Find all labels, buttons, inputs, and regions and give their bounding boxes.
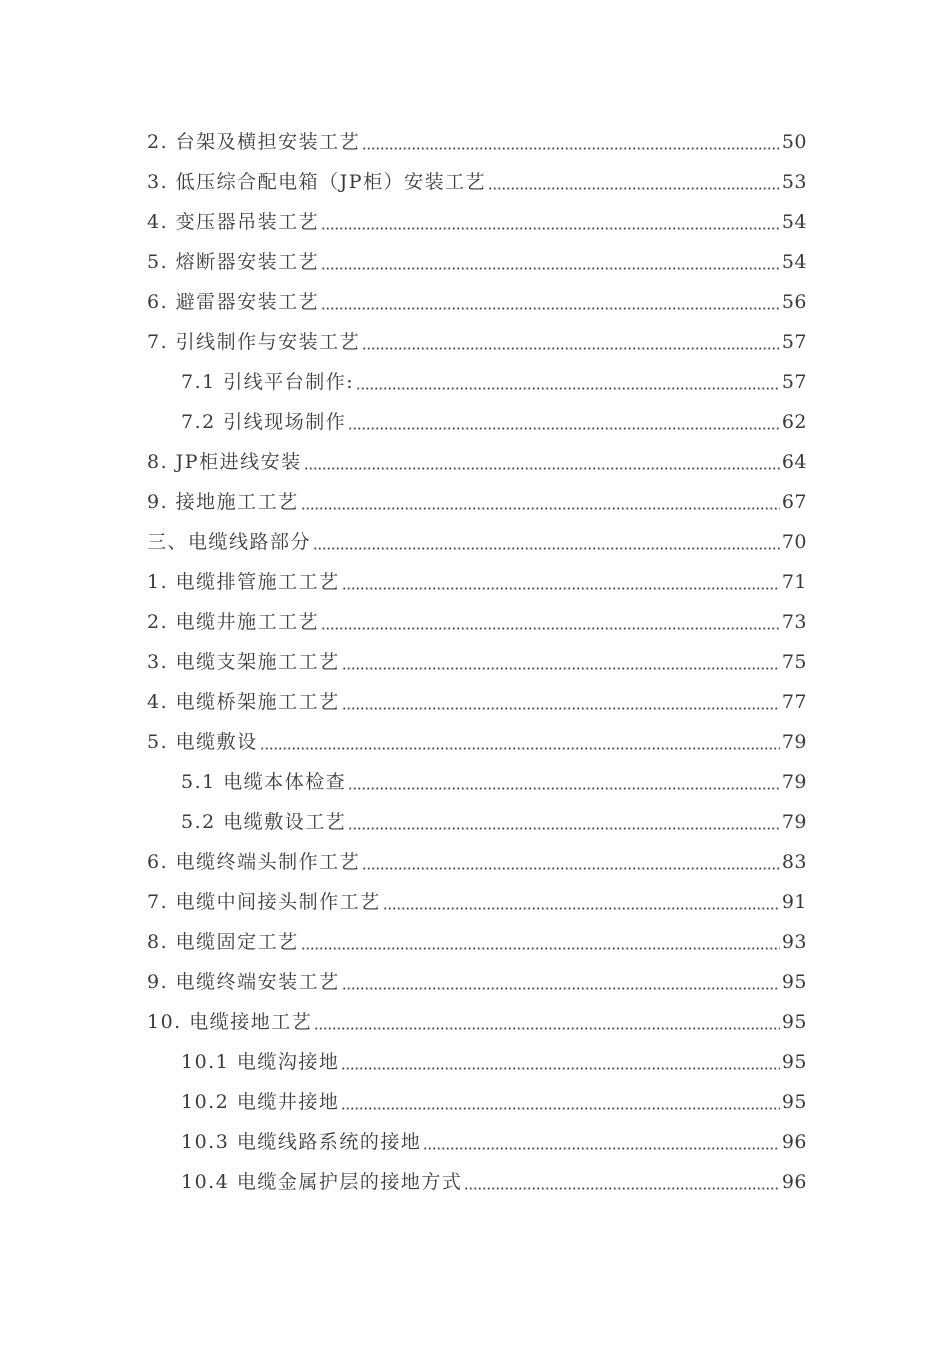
dot-leader: [301, 947, 780, 950]
toc-entry[interactable]: [147, 1042, 807, 1082]
toc-entry-page-number: 91: [781, 891, 807, 913]
dot-leader: [362, 867, 780, 870]
toc-entry-page-number: 95: [781, 971, 807, 993]
toc-entry-title: 10.3 电缆线路系统的接地: [181, 1131, 422, 1153]
toc-entry[interactable]: [147, 922, 807, 962]
toc-entry[interactable]: [147, 842, 807, 882]
toc-entry-title: 10.4 电缆金属护层的接地方式: [181, 1171, 463, 1193]
toc-entry[interactable]: [147, 482, 807, 522]
toc-entry-page-number: 95: [781, 1011, 807, 1033]
toc-entry-title: 10.1 电缆沟接地: [181, 1051, 340, 1073]
toc-entry-title: 1. 电缆排管施工工艺: [147, 571, 340, 593]
dot-leader: [488, 187, 780, 190]
dot-leader: [342, 707, 780, 710]
toc-entry-title: 2. 台架及横担安装工艺: [147, 131, 361, 153]
toc-entry-page-number: 56: [781, 291, 807, 313]
dot-leader: [464, 1187, 779, 1190]
toc-entry[interactable]: [147, 242, 807, 282]
toc-entry-page-number: 50: [781, 131, 807, 153]
toc-entry[interactable]: [147, 642, 807, 682]
toc-entry-title: 三、电缆线路部分: [147, 531, 312, 553]
toc-entry[interactable]: [147, 1162, 807, 1202]
toc-entry-page-number: 79: [781, 771, 807, 793]
dot-leader: [304, 467, 780, 470]
toc-entry-page-number: 73: [781, 611, 807, 633]
dot-leader: [342, 667, 780, 670]
toc-entry-page-number: 67: [781, 491, 807, 513]
toc-entry[interactable]: [147, 202, 807, 242]
toc-entry-title: 2. 电缆井施工工艺: [147, 611, 320, 633]
toc-entry[interactable]: [147, 722, 807, 762]
dot-leader: [341, 1067, 779, 1070]
toc-entry[interactable]: [147, 522, 807, 562]
toc-entry[interactable]: [147, 562, 807, 602]
dot-leader: [314, 1027, 780, 1030]
toc-entry-title: 7. 引线制作与安装工艺: [147, 331, 361, 353]
toc-entry-title: 7.1 引线平台制作:: [181, 371, 355, 393]
toc-entry-title: 5. 电缆敷设: [147, 731, 258, 753]
toc-entry[interactable]: [147, 682, 807, 722]
toc-entry-page-number: 71: [781, 571, 807, 593]
toc-entry-title: 4. 电缆桥架施工工艺: [147, 691, 340, 713]
toc-entry[interactable]: [147, 1122, 807, 1162]
toc-entry-page-number: 96: [781, 1171, 807, 1193]
dot-leader: [342, 587, 780, 590]
toc-entry-page-number: 96: [781, 1131, 807, 1153]
dot-leader: [341, 1107, 779, 1110]
dot-leader: [348, 427, 780, 430]
toc-entry-title: 9. 接地施工工艺: [147, 491, 299, 513]
dot-leader: [260, 747, 780, 750]
toc-entry-page-number: 83: [781, 851, 807, 873]
toc-entry-page-number: 95: [781, 1091, 807, 1113]
toc-entry-page-number: 62: [781, 411, 807, 433]
toc-entry-title: 3. 电缆支架施工工艺: [147, 651, 340, 673]
toc-entry-title: 8. 电缆固定工艺: [147, 931, 299, 953]
toc-entry[interactable]: [147, 322, 807, 362]
dot-leader: [423, 1147, 779, 1150]
toc-entry-title: 10.2 电缆井接地: [181, 1091, 340, 1113]
toc-entry[interactable]: [147, 402, 807, 442]
toc-entry-title: 9. 电缆终端安装工艺: [147, 971, 340, 993]
toc-entry-page-number: 95: [781, 1051, 807, 1073]
toc-entry-page-number: 79: [781, 731, 807, 753]
toc-entry-page-number: 93: [781, 931, 807, 953]
dot-leader: [313, 547, 780, 550]
toc-entry-title: 4. 变压器吊装工艺: [147, 211, 320, 233]
toc-entry-title: 7.2 引线现场制作: [181, 411, 347, 433]
dot-leader: [301, 507, 780, 510]
toc-entry[interactable]: [147, 442, 807, 482]
toc-entry-title: 5. 熔断器安装工艺: [147, 251, 320, 273]
toc-entry-page-number: 70: [781, 531, 807, 553]
toc-entry[interactable]: [147, 362, 807, 402]
toc-entry-page-number: 77: [781, 691, 807, 713]
dot-leader: [348, 787, 780, 790]
dot-leader: [321, 267, 780, 270]
dot-leader: [342, 987, 780, 990]
dot-leader: [348, 827, 780, 830]
toc-entry[interactable]: [147, 1002, 807, 1042]
toc-entry[interactable]: [147, 962, 807, 1002]
toc-entry-page-number: 64: [781, 451, 807, 473]
toc-entry[interactable]: [147, 1082, 807, 1122]
toc-entry-page-number: 54: [781, 211, 807, 233]
toc-entry-title: 6. 避雷器安装工艺: [147, 291, 320, 313]
toc-entry-title: 6. 电缆终端头制作工艺: [147, 851, 361, 873]
dot-leader: [321, 307, 780, 310]
toc-entry-page-number: 79: [781, 811, 807, 833]
toc-entry[interactable]: [147, 282, 807, 322]
toc-entry-title: 5.2 电缆敷设工艺: [181, 811, 347, 833]
table-of-contents: [147, 122, 807, 1202]
toc-entry-title: 3. 低压综合配电箱（JP柜）安装工艺: [147, 171, 487, 193]
toc-entry[interactable]: [147, 122, 807, 162]
toc-entry[interactable]: [147, 162, 807, 202]
dot-leader: [356, 387, 780, 390]
toc-entry[interactable]: [147, 602, 807, 642]
toc-entry[interactable]: [147, 882, 807, 922]
toc-entry-page-number: 53: [781, 171, 807, 193]
toc-entry-page-number: 75: [781, 651, 807, 673]
dot-leader: [362, 147, 780, 150]
toc-entry[interactable]: [147, 802, 807, 842]
dot-leader: [321, 227, 780, 230]
toc-entry-page-number: 57: [781, 331, 807, 353]
dot-leader: [383, 907, 780, 910]
toc-entry-title: 8. JP柜进线安装: [147, 451, 302, 473]
toc-entry-title: 7. 电缆中间接头制作工艺: [147, 891, 381, 913]
dot-leader: [362, 347, 780, 350]
toc-entry[interactable]: [147, 762, 807, 802]
toc-entry-page-number: 57: [781, 371, 807, 393]
toc-entry-title: 5.1 电缆本体检查: [181, 771, 347, 793]
dot-leader: [321, 627, 780, 630]
toc-entry-page-number: 54: [781, 251, 807, 273]
toc-entry-title: 10. 电缆接地工艺: [147, 1011, 313, 1033]
